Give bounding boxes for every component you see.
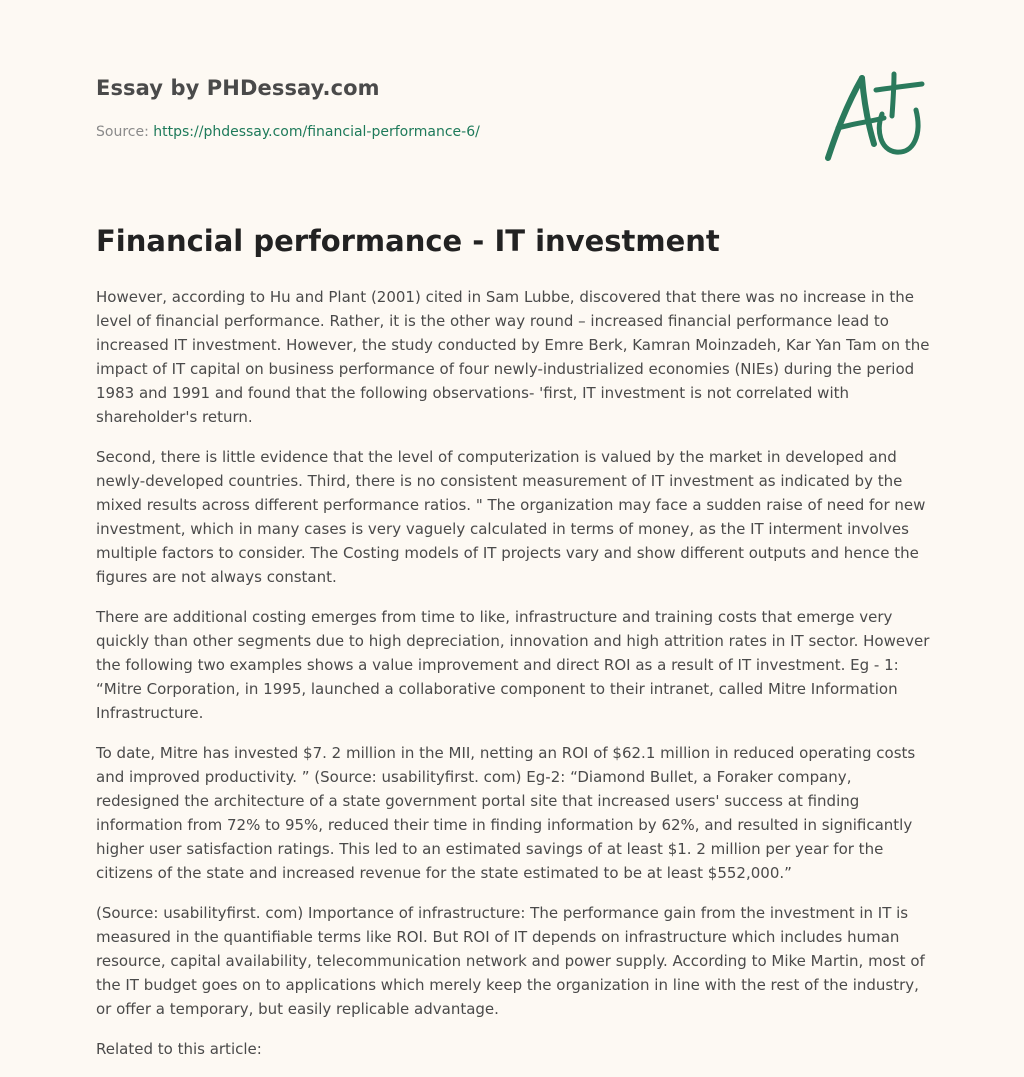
- paragraph: However, according to Hu and Plant (2001) cited in Sam Lubbe, discovered that there was no increase in the level of financial performance. Rather, it is the other way round – increased financial performance lead to increased IT investment. However, the study conducted by Emre Berk, Kamran Moinzadeh, Kar Yan Tam on the impact of IT capital on business performance of four newly-industrialized economies (NIEs) during the period 1983 and 1991 and found that the following observations- 'first, IT investment is not correlated with shareholder's return.: [96, 288, 930, 426]
- related-articles-label: Related to this article:: [96, 1040, 262, 1058]
- source-line: [96, 124, 480, 140]
- paragraph: (Source: usabilityfirst. com) Importance of infrastructure: The performance gain from the investment in IT is measured in the quantifiable terms like ROI. But ROI of IT depends on infrastructure which includes human resource, capital availability, telecommunication network and power supply. According to Mike Martin, most of the IT budget goes on to applications which merely keep the organization in line with the rest of the industry, or offer a temporary, but easily replicable advantage.: [96, 904, 925, 1018]
- article-body: [96, 285, 932, 1077]
- a-plus-logo-icon: [822, 68, 926, 164]
- source-label: Source:: [96, 124, 154, 140]
- paragraph: There are additional costing emerges from time to like, infrastructure and training costs that emerge very quickly than other segments due to high depreciation, innovation and high attrition rates in IT sector. However the following two examples shows a value improvement and direct ROI as a result of IT investment. Eg - 1: “Mitre Corporation, in 1995, launched a collaborative component to their intranet, called Mitre Information Infrastructure.: [96, 608, 930, 722]
- paragraph: To date, Mitre has invested $7. 2 million in the MII, netting an ROI of $62.1 million in reduced operating costs and improved productivity. ” (Source: usabilityfirst. com) Eg-2: “Diamond Bullet, a Foraker company, redesigned the architecture of a state government portal site that increased users' success at finding information from 72% to 95%, reduced their time in finding information by 62%, and resulted in significantly higher user satisfaction ratings. This led to an estimated savings of at least $1. 2 million per year for the citizens of the state and increased revenue for the state estimated to be at least $552,000.”: [96, 744, 916, 882]
- site-title: Essay by PHDessay.com: [96, 76, 380, 100]
- article-title: Financial performance - IT investment: [96, 224, 720, 258]
- paragraph: Second, there is little evidence that the level of computerization is valued by the market in developed and newly-developed countries. Third, there is no consistent measurement of IT investment as indicated by the mixed results across different performance ratios. " The organization may face a sudden raise of need for new investment, which in many cases is very vaguely calculated in terms of money, as the IT interment involves multiple factors to consider. The Costing models of IT projects vary and show different outputs and hence the figures are not always constant.: [96, 448, 926, 586]
- source-link[interactable]: https://phdessay.com/financial-performance-6/: [153, 124, 480, 140]
